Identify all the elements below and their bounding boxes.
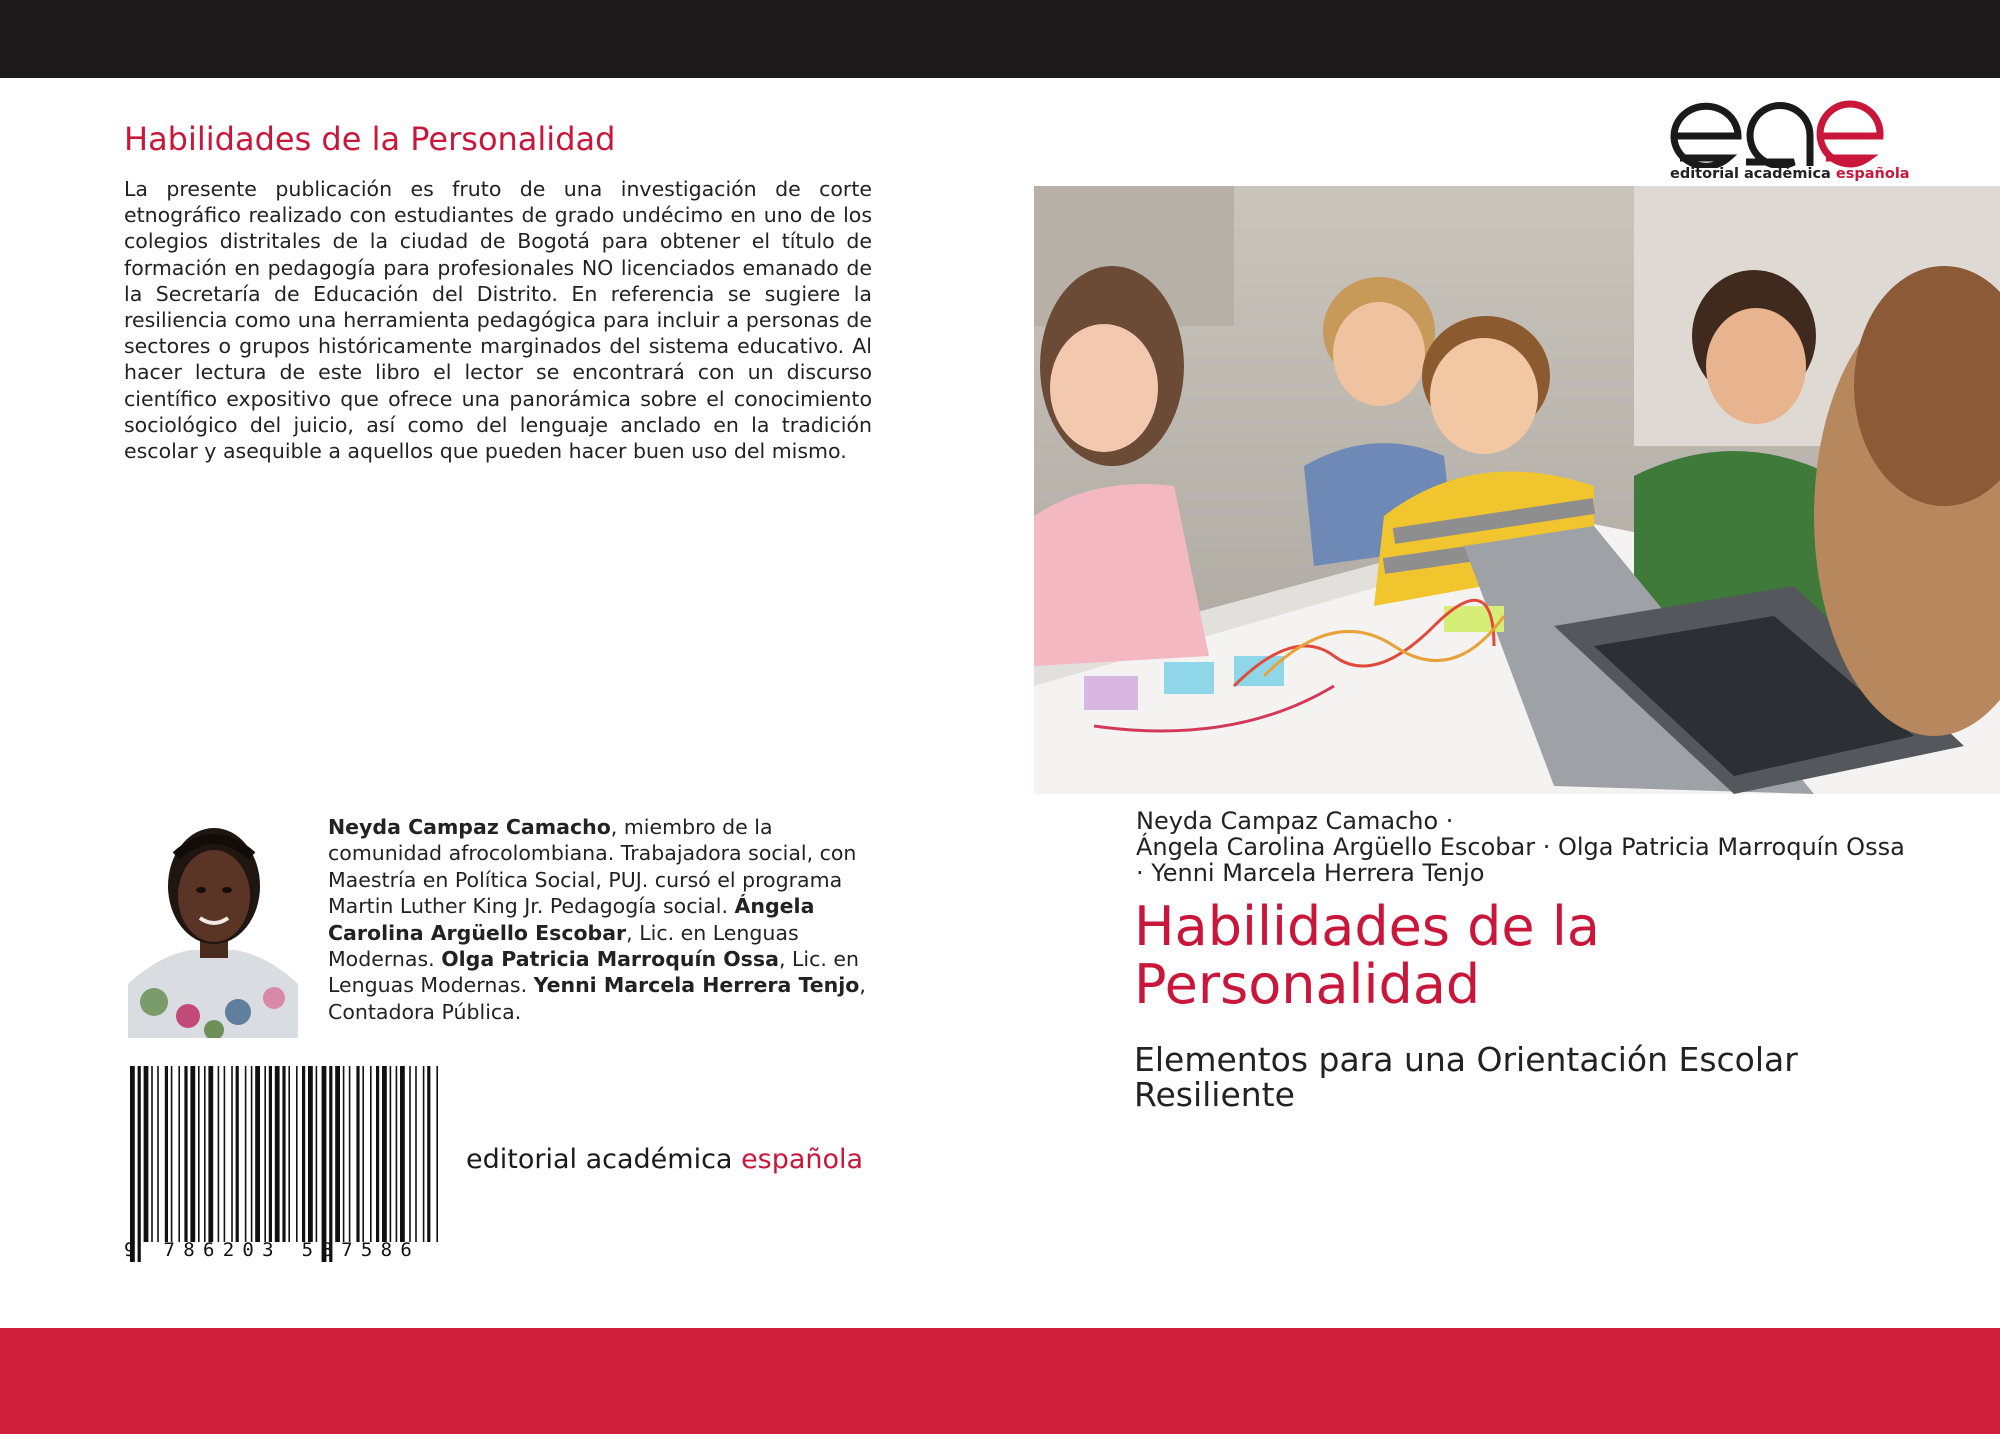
back-publisher-accent: española	[741, 1144, 864, 1175]
barcode-bar	[382, 1066, 387, 1242]
barcode-bar	[198, 1066, 200, 1242]
barcode-bar	[396, 1066, 398, 1242]
barcode-bar	[208, 1066, 213, 1242]
barcode-bar	[282, 1066, 285, 1242]
barcode-bar	[231, 1066, 233, 1242]
barcode-bar	[264, 1066, 266, 1242]
barcode-bar	[322, 1066, 327, 1262]
barcode-bar	[138, 1066, 141, 1262]
barcode-bar	[335, 1066, 340, 1242]
barcode-bar	[423, 1066, 425, 1242]
barcode-bar	[245, 1066, 247, 1242]
back-publisher-name	[466, 1144, 863, 1175]
barcode-bar	[224, 1066, 226, 1242]
barcode-bar	[288, 1066, 290, 1242]
bio-author-name-1: Neyda Campaz Camacho	[328, 815, 611, 839]
author-bio	[328, 814, 888, 1025]
barcode-bar	[316, 1066, 318, 1242]
barcode-bar	[415, 1066, 417, 1242]
barcode-bar	[376, 1066, 379, 1242]
logo-caption	[1670, 166, 1910, 182]
logo-caption-main: editorial académica	[1670, 166, 1831, 182]
top-bar	[0, 0, 2000, 78]
isbn-barcode	[124, 1066, 448, 1262]
barcode-bar	[251, 1066, 253, 1242]
barcode-bar	[400, 1066, 405, 1242]
barcode-bar	[255, 1066, 260, 1242]
barcode-bar	[184, 1066, 187, 1242]
barcode-bar	[436, 1066, 438, 1242]
barcode-bar	[157, 1066, 159, 1242]
back-cover-blurb: La presente publicación es fruto de una investigación de corte etnográfico realizado con estudiantes de grado undécimo en uno de los colegios distritales de la ciudad de Bogotá para obtener el título de formación en pedagogía para profesionales NO licenciados emanado de la Secretaría de Educación del Distrito. En referencia se sugiere la resiliencia como una herramienta pedagógica para incluir a personas de sectores o grupos históricamente marginados del sistema educativo. Al hacer lectura de este libro el lector se encontrará con un discurso científico expositivo que ofrece una panorámica sobre el conocimiento sociológico del juicio, así como del lenguaje anclado en la tradición escolar y asequible a aquellos que pueden hacer buen uso del mismo.	[124, 177, 872, 464]
barcode-bar	[362, 1066, 364, 1242]
barcode-bar	[370, 1066, 372, 1242]
barcode-bar	[343, 1066, 345, 1242]
front-author-line-3: · Yenni Marcela Herrera Tenjo	[1136, 859, 1485, 887]
isbn-digits: 9 786203 587586	[124, 1239, 421, 1261]
logo-caption-accent: española	[1835, 166, 1910, 182]
eae-logo-icon	[1668, 96, 1886, 168]
barcode-bar	[236, 1066, 239, 1242]
author-photo	[128, 816, 298, 1038]
front-cover-title: Habilidades de la Personalidad	[1134, 895, 1600, 1016]
barcode-bar	[269, 1066, 272, 1242]
barcode-bar	[308, 1066, 313, 1242]
cover-photo-children-robotics	[1034, 186, 2000, 794]
bottom-bar	[0, 1328, 2000, 1434]
barcode-bar	[427, 1066, 430, 1242]
barcode-bar	[130, 1066, 135, 1262]
front-authors	[1136, 808, 1936, 886]
barcode-bar	[178, 1066, 180, 1242]
barcode-bar	[349, 1066, 351, 1242]
front-cover-subtitle: Elementos para una Orientación Escolar Resiliente	[1134, 1040, 1798, 1114]
barcode-bar	[218, 1066, 220, 1242]
barcode-bar	[204, 1066, 206, 1242]
front-author-line-1: Neyda Campaz Camacho ·	[1136, 807, 1454, 835]
barcode-bar	[165, 1066, 168, 1242]
barcode-bar	[409, 1066, 411, 1242]
barcode-bar	[390, 1066, 392, 1242]
bio-author-name-3: Olga Patricia Marroquín Ossa	[441, 947, 779, 972]
barcode-bar	[296, 1066, 298, 1242]
barcode-bar	[171, 1066, 173, 1242]
barcode-bar	[190, 1066, 195, 1242]
bio-text-3: , Lic. en Lenguas Modernas.	[328, 947, 859, 998]
barcode-bar	[275, 1066, 280, 1242]
front-author-line-2: Ángela Carolina Argüello Escobar · Olga Patricia Marroquín Ossa	[1136, 833, 1905, 861]
bio-author-name-2: Ángela Carolina Argüello Escobar	[328, 894, 815, 945]
back-publisher-main: editorial académica	[466, 1144, 733, 1175]
bio-text-1: , miembro de la comunidad afrocolombiana. Trabajadora social, con Maestría en Política Social, PUJ. cursó el programa Martin Luther King Jr. Pedagogía social.	[328, 815, 857, 919]
barcode-bar	[356, 1066, 359, 1242]
barcode-bar	[329, 1066, 332, 1262]
back-cover-title: Habilidades de la Personalidad	[124, 120, 616, 158]
barcode-bar	[151, 1066, 153, 1242]
barcode-bar	[302, 1066, 305, 1242]
bio-text-2: , Lic. en Lenguas Modernas.	[328, 920, 799, 972]
bio-author-name-4: Yenni Marcela Herrera Tenjo	[533, 973, 860, 998]
barcode-bar	[144, 1066, 149, 1242]
bio-text-4: , Contadora Pública.	[328, 973, 866, 1024]
